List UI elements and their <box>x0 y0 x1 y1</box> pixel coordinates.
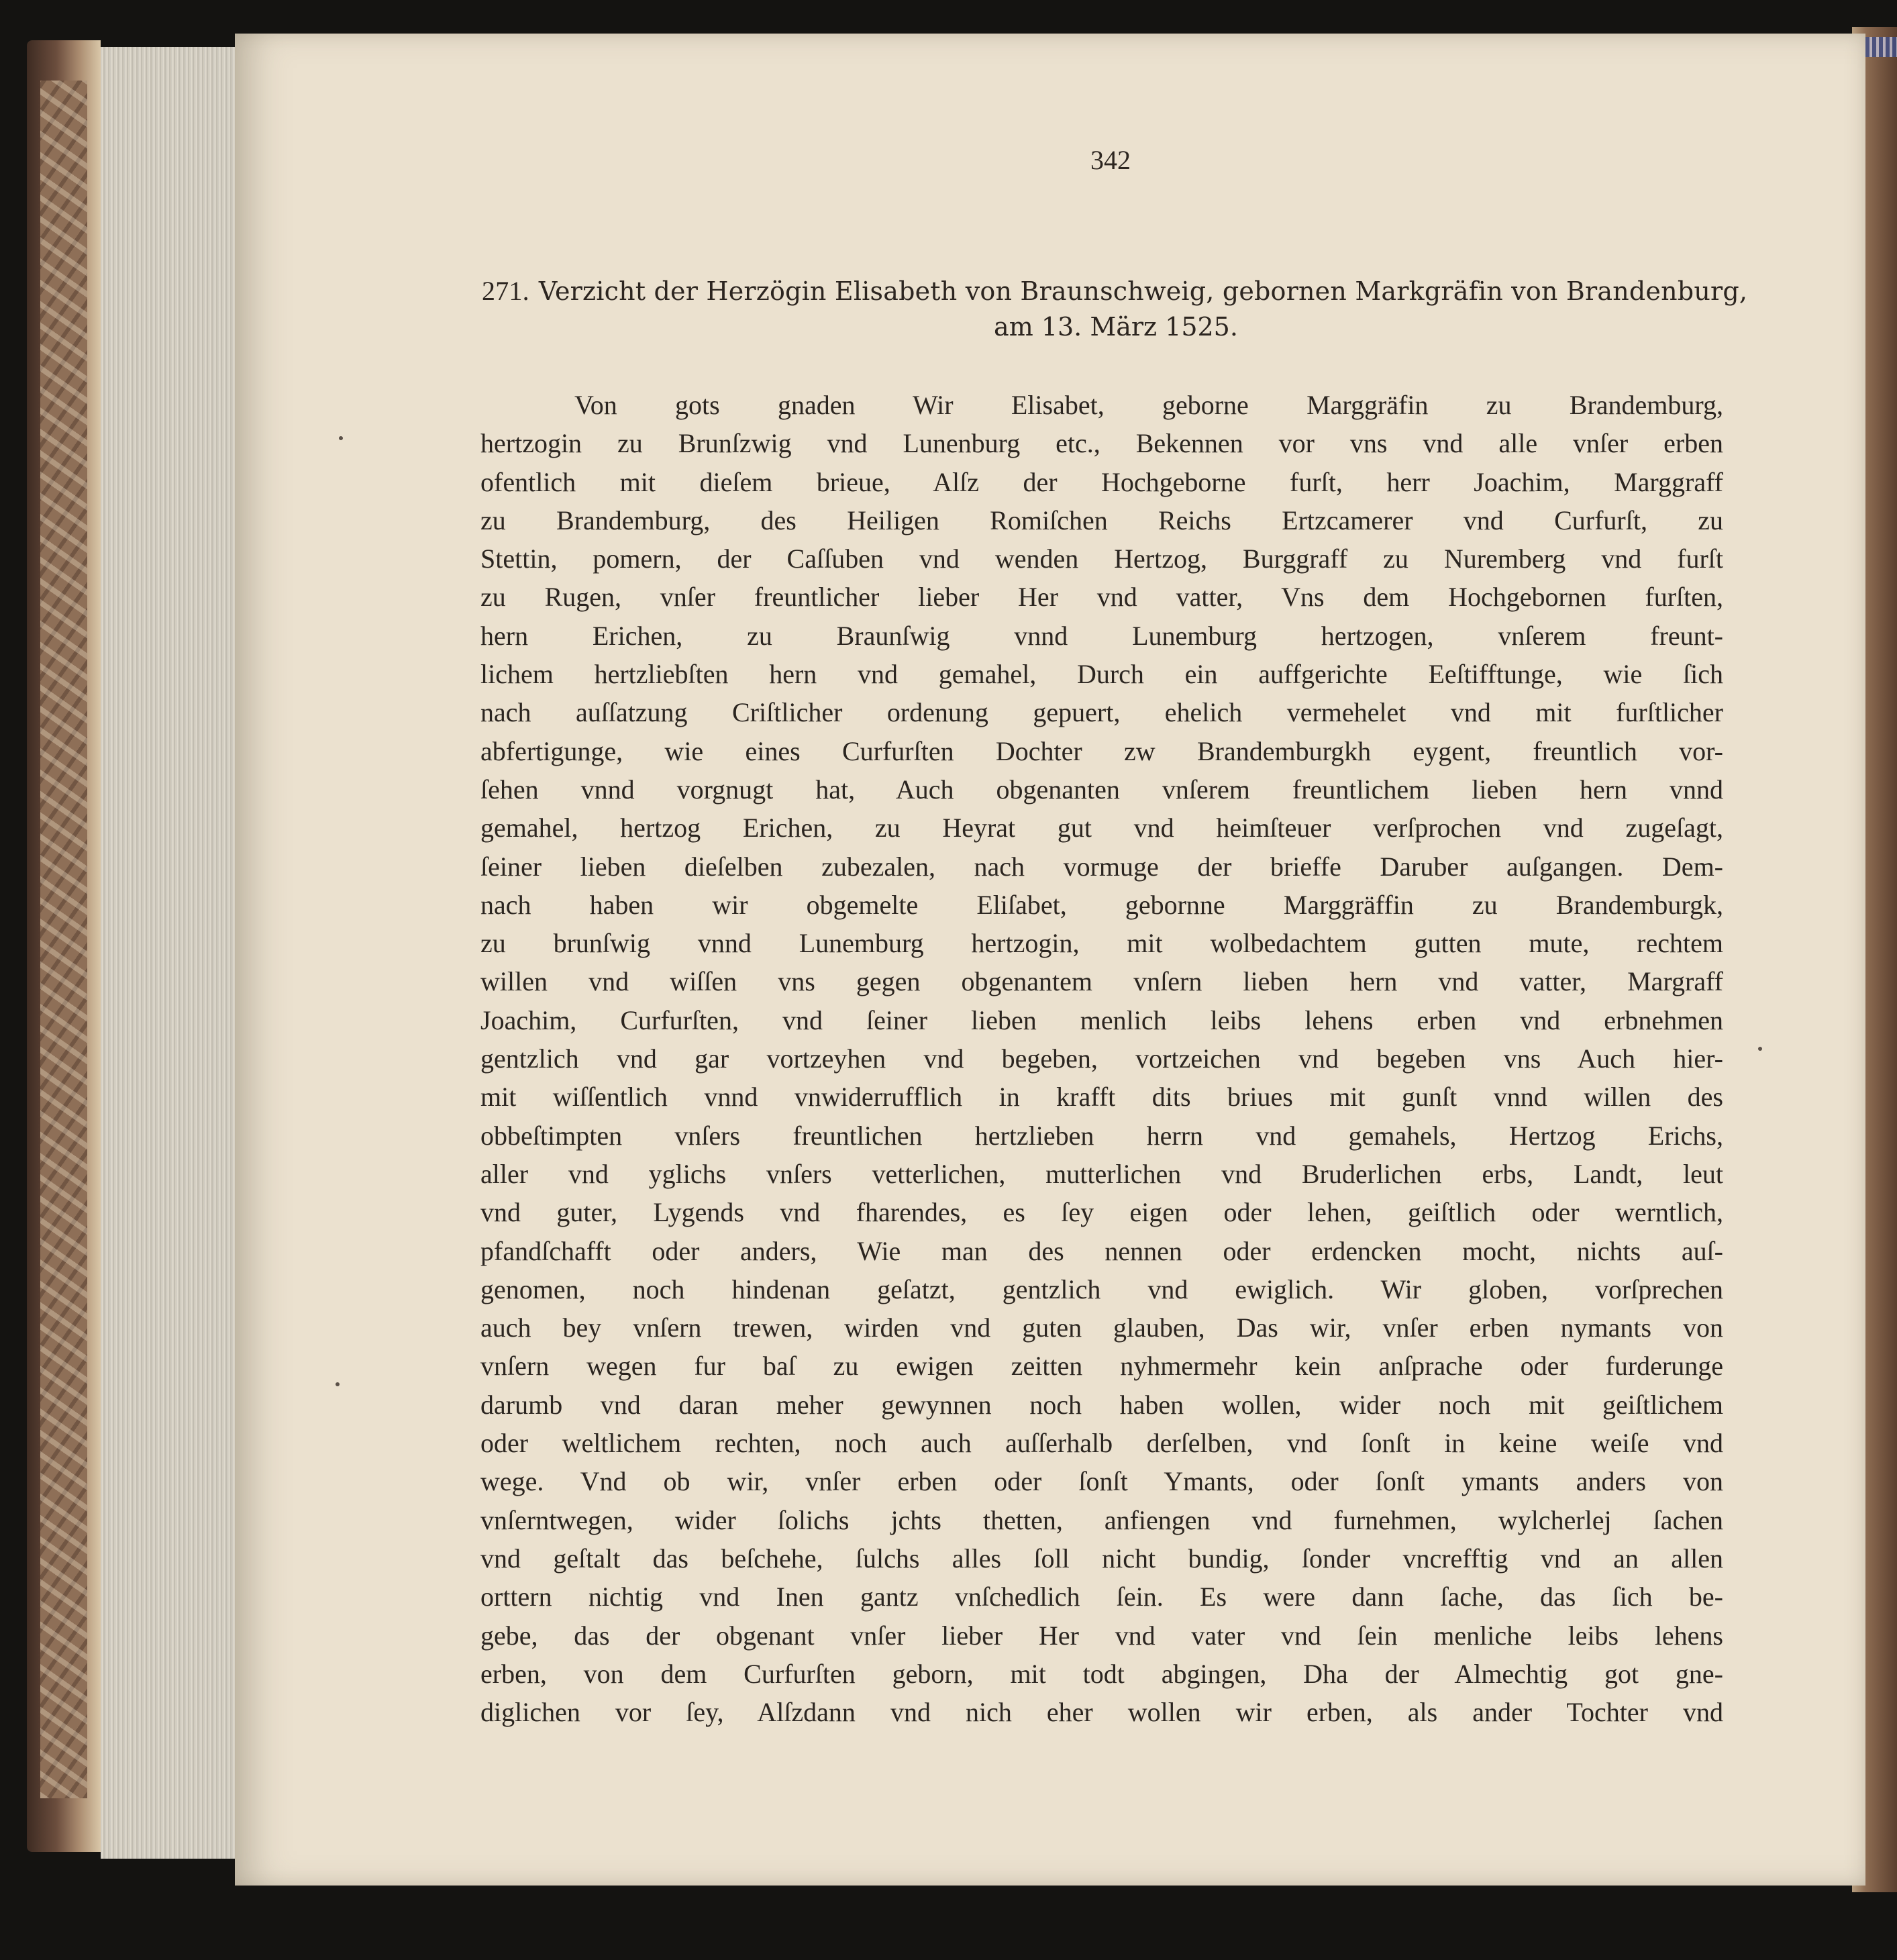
heading-title-line <box>482 275 1748 307</box>
text-line: zu Brandemburg, des Heiligen Romiſchen Reichs Ertzcamerer vnd Curfurſt, zu <box>480 505 1723 535</box>
text-line: nach auſſatzung Criſtlicher ordenung gepuert, ehelich vermehelet vnd mit furſtlicher <box>480 697 1723 728</box>
text-line: Joachim, Curfurſten, vnd ſeiner lieben menlich leibs lehens erben vnd erbnehmen <box>480 1004 1723 1035</box>
text-line: vnſerntwegen, wider ſolichs jchts thetten, anfiengen vnd furnehmen, wylcherlej ſachen <box>480 1504 1723 1535</box>
text-line: erben, von dem Curfurſten geborn, mit todt abgingen, Dha der Almechtig got gne- <box>480 1658 1723 1689</box>
document-number: 271. <box>482 276 529 306</box>
text-line: vnſern wegen fur baſ zu ewigen zeitten nyhmermehr kein anſprache oder furderunge <box>480 1351 1723 1382</box>
text-line: pfandſchafft oder anders, Wie man des nennen oder erdencken mocht, nichts auſ- <box>480 1235 1723 1266</box>
marbled-endpaper <box>40 81 87 1798</box>
paper-speck <box>1758 1047 1762 1051</box>
text-line: ſeiner lieben dieſelben zubezalen, nach vormuge der brieffe Daruber auſgangen. Dem- <box>480 851 1723 882</box>
text-line: vnd guter, Lygends vnd fharendes, es ſey eigen oder lehen, geiſtlich oder werntlich, <box>480 1197 1723 1228</box>
text-line: genomen, noch hindenan geſatzt, gentzlich vnd ewiglich. Wir globen, vorſprechen <box>480 1274 1723 1304</box>
text-line: lichem hertzliebſten hern vnd gemahel, Durch ein auffgerichte Eeſtifftunge, wie ſich <box>480 659 1723 690</box>
text-line: abfertigunge, wie eines Curfurſten Dochter zw Brandemburgkh eygent, freuntlich vor- <box>480 735 1723 766</box>
document-heading <box>482 275 1748 342</box>
text-line: gebe, das der obgenant vnſer lieber Her vnd vater vnd ſein menliche leibs lehens <box>480 1620 1723 1651</box>
text-line: orttern nichtig vnd Inen gantz vnſchedlich ſein. Es were dann ſache, das ſich be- <box>480 1582 1723 1612</box>
document-body <box>480 386 1723 1731</box>
text-line: auch bey vnſern trewen, wirden vnd guten glauben, Das wir, vnſer erben nymants von <box>480 1312 1723 1343</box>
text-line: zu Rugen, vnſer freuntlicher lieber Her vnd vatter, Vns dem Hochgebornen furſten, <box>480 582 1723 613</box>
text-line: darumb vnd daran meher gewynnen noch haben wollen, wider noch mit geiſtlichem <box>480 1389 1723 1420</box>
text-line: ſehen vnnd vorgnugt hat, Auch obgenanten vnſerem freuntlichem lieben hern vnnd <box>480 774 1723 805</box>
text-line: Stettin, pomern, der Caſſuben vnd wenden Hertzog, Burggraff zu Nuremberg vnd furſt <box>480 544 1723 574</box>
paper-speck <box>339 436 343 440</box>
text-line: gemahel, hertzog Erichen, zu Heyrat gut vnd heimſteuer verſprochen vnd zugeſagt, <box>480 813 1723 843</box>
text-line: mit wiſſentlich vnnd vnwiderrufflich in krafft dits briues mit gunſt vnnd willen des <box>480 1082 1723 1113</box>
text-line: gentzlich vnd gar vortzeyhen vnd begeben, vortzeichen vnd begeben vns Auch hier- <box>480 1043 1723 1074</box>
text-line: hern Erichen, zu Braunſwig vnnd Lunemburg hertzogen, vnſerem freunt- <box>480 620 1723 651</box>
text-line: zu brunſwig vnnd Lunemburg hertzogin, mit wolbedachtem gutten mute, rechtem <box>480 928 1723 959</box>
text-line: nach haben wir obgemelte Eliſabet, gebornne Marggräffin zu Brandemburgk, <box>480 889 1723 920</box>
document-title: Verzicht der Herzögin Elisabeth von Braunschweig, gebornen Markgräfin von Brandenburg, <box>538 276 1748 306</box>
paper-speck <box>336 1382 340 1386</box>
text-line: obbeſtimpten vnſers freuntlichen hertzlieben herrn vnd gemahels, Hertzog Erichs, <box>480 1120 1723 1151</box>
text-line: oder weltlichem rechten, noch auch auſſerhalb derſelben, vnd ſonſt in keine weiſe vnd <box>480 1428 1723 1459</box>
text-line: aller vnd yglichs vnſers vetterlichen, mutterlichen vnd Bruderlichen erbs, Landt, leut <box>480 1158 1723 1189</box>
text-line: willen vnd wiſſen vns gegen obgenantem vnſern lieben hern vnd vatter, Margraff <box>480 966 1723 997</box>
text-line: ofentlich mit dieſem brieue, Alſz der Hochgeborne furſt, herr Joachim, Marggraff <box>480 466 1723 497</box>
text-line: Von gots gnaden Wir Elisabet, geborne Marggräfin zu Brandemburg, <box>574 390 1723 420</box>
text-line: wege. Vnd ob wir, vnſer erben oder ſonſt Ymants, oder ſonſt ymants anders von <box>480 1466 1723 1497</box>
document-date: am 13. März 1525. <box>994 312 1238 342</box>
text-line: diglichen vor ſey, Alſzdann vnd nich eher wollen wir erben, als ander Tochter vnd <box>480 1697 1723 1728</box>
text-line: vnd geſtalt das beſchehe, ſulchs alles ſoll nicht bundig, ſonder vncrefftig vnd an allen <box>480 1543 1723 1574</box>
page-stack-edges <box>101 47 242 1859</box>
text-line: hertzogin zu Brunſzwig vnd Lunenburg etc., Bekennen vor vns vnd alle vnſer erben <box>480 428 1723 459</box>
page-number: 342 <box>1090 145 1131 175</box>
